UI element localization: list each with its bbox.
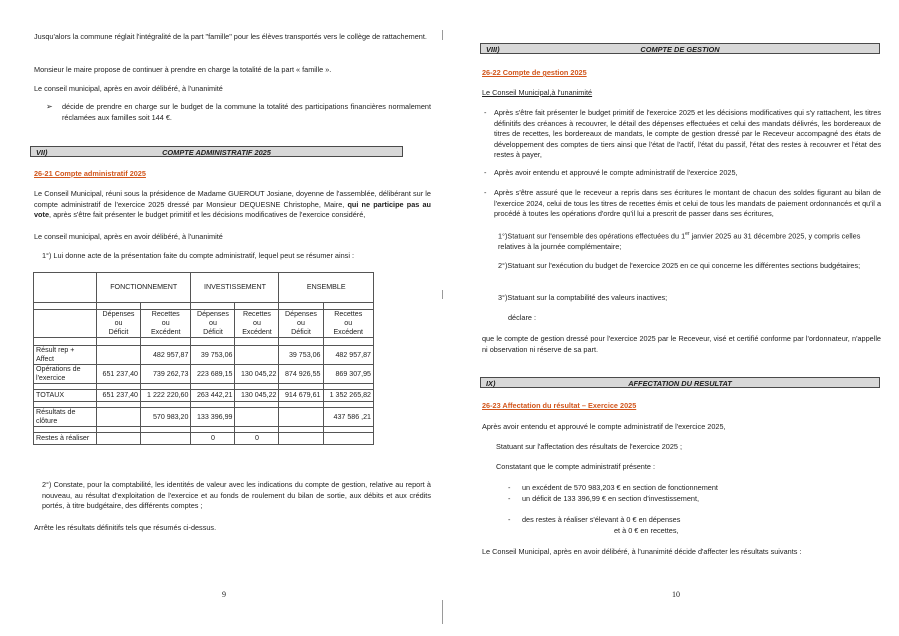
bullet-receiver: Après s'être assuré que le receveur a repris dans ses écritures le montant de chacun des soldes figurant au bilan de l'exercice 2024, celui de tous les titres de recettes émis et celui de tous les mandats de paiement ordonnancés et qu'il a procédé à toutes les opérations d'ordre qu'il lui a prescrit de passer dans ses écritures, <box>494 188 881 219</box>
subheader-cell: Recettes ou Excédent <box>235 310 279 338</box>
table-cell <box>279 433 323 445</box>
section-header-viii <box>480 43 880 54</box>
result-restes: des restes à réaliser s'élevant à 0 € en dépenses <box>522 515 681 524</box>
table-cell: 0 <box>191 433 235 445</box>
bullet-budget: Après s'être fait présenter le budget primitif de l'exercice 2025 et les décisions modificatives qui s'y rattachent, les titres définitifs des créances à recouvrer, le détail des dépenses effectuées et celui des mandats délivrés, les bordereaux de titres de recettes, les bordereaux de mandats, le compte de gestion dressé par le Receveur accompagné des états de développement des comptes de tiers ainsi que l'état de l'actif, l'état du passif, l'état des restes à recouvrer et l'état des restes à payer, <box>494 108 881 160</box>
table-cell: 1 222 220,60 <box>141 390 191 402</box>
row-label: Résult rep + Affect <box>34 346 97 365</box>
table-cell: 0 <box>235 433 279 445</box>
table-row <box>34 433 374 445</box>
table-cell: 130 045,22 <box>235 365 279 384</box>
subheader-cell: Dépenses ou Déficit <box>279 310 323 338</box>
financial-table <box>33 272 374 445</box>
table-cell: 482 957,87 <box>323 346 374 365</box>
table-row <box>34 365 374 384</box>
table-cell <box>97 408 141 427</box>
table-cell <box>235 346 279 365</box>
row-label: Résultats de clôture <box>34 408 97 427</box>
table-cell <box>97 433 141 445</box>
section-title: AFFECTATION DU RESULTAT <box>628 379 732 388</box>
item-1: 1°) Lui donne acte de la présentation faite du compte administratif, lequel peut se résumer ainsi : <box>42 251 354 260</box>
group-ensemble: ENSEMBLE <box>279 273 374 303</box>
statuant-3: 3°)Statuant sur la comptabilité des valeurs inactives; <box>498 293 668 302</box>
section-number: IX) <box>486 379 496 388</box>
arrow-bullet-icon: ➢ <box>46 102 53 111</box>
table-cell: 570 983,20 <box>141 408 191 427</box>
result-excedent: un excédent de 570 983,203 € en section de fonctionnement <box>522 483 718 492</box>
dash-bullet: - <box>484 168 487 177</box>
table-cell <box>323 433 374 445</box>
section-number: VIII) <box>486 45 500 54</box>
row-label: Restes à réaliser <box>34 433 97 445</box>
table-row <box>34 408 374 427</box>
council-text-bold: qui ne participe pas au vote <box>34 199 431 220</box>
paragraph-vote-2: Le conseil municipal, après en avoir délibéré, à l'unanimité <box>34 232 223 241</box>
subsection-title: 26-21 Compte administratif 2025 <box>34 169 146 178</box>
table-cell <box>279 408 323 427</box>
section-header-ix <box>480 377 880 388</box>
subheader-blank <box>34 310 97 338</box>
table-cell: 651 237,40 <box>97 365 141 384</box>
result-restes-recettes: et à 0 € en recettes, <box>614 526 679 535</box>
subheader-cell: Recettes ou Excédent <box>141 310 191 338</box>
page-gutter <box>442 0 456 636</box>
subheader-cell: Dépenses ou Déficit <box>97 310 141 338</box>
table-cell: 130 045,22 <box>235 390 279 402</box>
gutter-mark <box>442 30 443 40</box>
row-label: Opérations de l'exercice <box>34 365 97 384</box>
dash-bullet: - <box>484 108 487 117</box>
left-page <box>0 0 440 636</box>
paragraph-vote: Le conseil municipal, après en avoir délibéré, à l'unanimité <box>34 84 223 93</box>
table-cell: 39 753,06 <box>279 346 323 365</box>
table-corner-cell <box>34 273 97 303</box>
dash-bullet: - <box>508 515 511 524</box>
item-2: 2°) Constate, pour la comptabilité, les identités de valeur avec les indications du compte de gestion, relative au report à nouveau, au résultat d'exploitation de l'exercice et au fonds de roulement du bilan de sortie, aux débits et aux crédits portés, à titre budgétaire, des différents comptes ; <box>42 480 431 511</box>
table-subheader-row <box>34 310 374 338</box>
table-cell: 39 753,06 <box>191 346 235 365</box>
dash-bullet: - <box>508 483 511 492</box>
declare: déclare : <box>508 313 536 322</box>
group-fonctionnement: FONCTIONNEMENT <box>97 273 191 303</box>
table-row <box>34 346 374 365</box>
paragraph-final: Le Conseil Municipal, après en avoir délibéré, à l'unanimité décide d'affecter les résultats suivants : <box>482 547 802 556</box>
gutter-mark <box>442 600 443 624</box>
table-group-header-row <box>34 273 374 303</box>
paragraph-conclusion: que le compte de gestion dressé pour l'exercice 2025 par le Receveur, visé et certifié conforme par l'ordonnateur, n'appelle ni observation ni réserve de sa part. <box>482 334 881 354</box>
section-header-vii <box>30 146 403 157</box>
table-cell: 1 352 265,82 <box>323 390 374 402</box>
right-page <box>458 0 899 636</box>
row-label: TOTAUX <box>34 390 97 402</box>
table-cell: 263 442,21 <box>191 390 235 402</box>
table-cell: 869 307,95 <box>323 365 374 384</box>
section-title: COMPTE DE GESTION <box>640 45 720 54</box>
table-cell: 223 689,15 <box>191 365 235 384</box>
statuant-1-text-end: janvier 2025 au 31 décembre 2025, y compris celles relatives à la journée complémentaire; <box>498 231 861 252</box>
subsection-title: 26-22 Compte de gestion 2025 <box>482 68 587 77</box>
table-cell: 651 237,40 <box>97 390 141 402</box>
table-cell: 133 396,99 <box>191 408 235 427</box>
table-cell: 874 926,55 <box>279 365 323 384</box>
paragraph-constatant: Constatant que le compte administratif présente : <box>496 462 655 471</box>
statuant-1 <box>498 229 881 253</box>
subheader-cell: Recettes ou Excédent <box>323 310 374 338</box>
paragraph-approved: Après avoir entendu et approuvé le compte administratif de l'exercice 2025, <box>482 422 726 431</box>
section-title: COMPTE ADMINISTRATIF 2025 <box>162 148 271 157</box>
paragraph-conclusion: Arrête les résultats définitifs tels que résumés ci-dessus. <box>34 523 217 532</box>
council-text-end: , après s'être fait présenter le budget primitif et les décisions modificatives de l'exercice considéré, <box>49 210 366 220</box>
subheader-cell: Dépenses ou Déficit <box>191 310 235 338</box>
table-cell: 437 586 ,21 <box>323 408 374 427</box>
superscript: er <box>685 231 690 237</box>
paragraph-statuant: Statuant sur l'affectation des résultats de l'exercice 2025 ; <box>496 442 682 451</box>
table-cell <box>141 433 191 445</box>
subsection-title: 26-23 Affectation du résultat – Exercice 2025 <box>482 401 637 410</box>
table-row-totals <box>34 390 374 402</box>
intro-line: Le Conseil Municipal,à l'unanimité <box>482 88 593 97</box>
paragraph-proposal: Monsieur le maire propose de continuer à prendre en charge la totalité de la part « famille ». <box>34 65 332 74</box>
dash-bullet: - <box>508 494 511 503</box>
page-number: 10 <box>672 590 680 599</box>
statuant-2: 2°)Statuant sur l'exécution du budget de l'exercice 2025 en ce qui concerne les différentes sections budgétaires; <box>498 261 861 270</box>
table-spacer-row <box>34 303 374 310</box>
paragraph-transport: Jusqu'alors la commune réglait l'intégralité de la part "famille" pour les élèves transportés vers le collège de rattachement. <box>34 32 427 41</box>
statuant-1-text: 1°)Statuant sur l'ensemble des opérations effectuées du 1 <box>498 231 686 241</box>
paragraph-council <box>34 189 431 221</box>
result-deficit: un déficit de 133 396,99 € en section d'investissement, <box>522 494 700 503</box>
bullet-decision: décide de prendre en charge sur le budget de la commune la totalité des participations financières normalement réclamées aux familles soit 144 €. <box>62 102 431 122</box>
table-cell <box>97 346 141 365</box>
gutter-mark <box>442 290 443 299</box>
group-investissement: INVESTISSEMENT <box>191 273 279 303</box>
table-cell: 739 262,73 <box>141 365 191 384</box>
page-number: 9 <box>222 590 226 599</box>
table-cell: 482 957,87 <box>141 346 191 365</box>
council-text-start: Le Conseil Municipal, réuni sous la présidence de Madame GUEROUT Josiane, doyenne de l'assemblée, délibérant sur le compte administratif de l'exercice 2025 dressé par Monsieur DEQUESNE Christophe, Maire, <box>34 189 431 209</box>
table-cell: 914 679,61 <box>279 390 323 402</box>
table-spacer-row <box>34 338 374 346</box>
dash-bullet: - <box>484 188 487 197</box>
bullet-approved: Après avoir entendu et approuvé le compte administratif de l'exercice 2025, <box>494 168 738 177</box>
table-cell <box>235 408 279 427</box>
section-number: VII) <box>36 148 48 157</box>
